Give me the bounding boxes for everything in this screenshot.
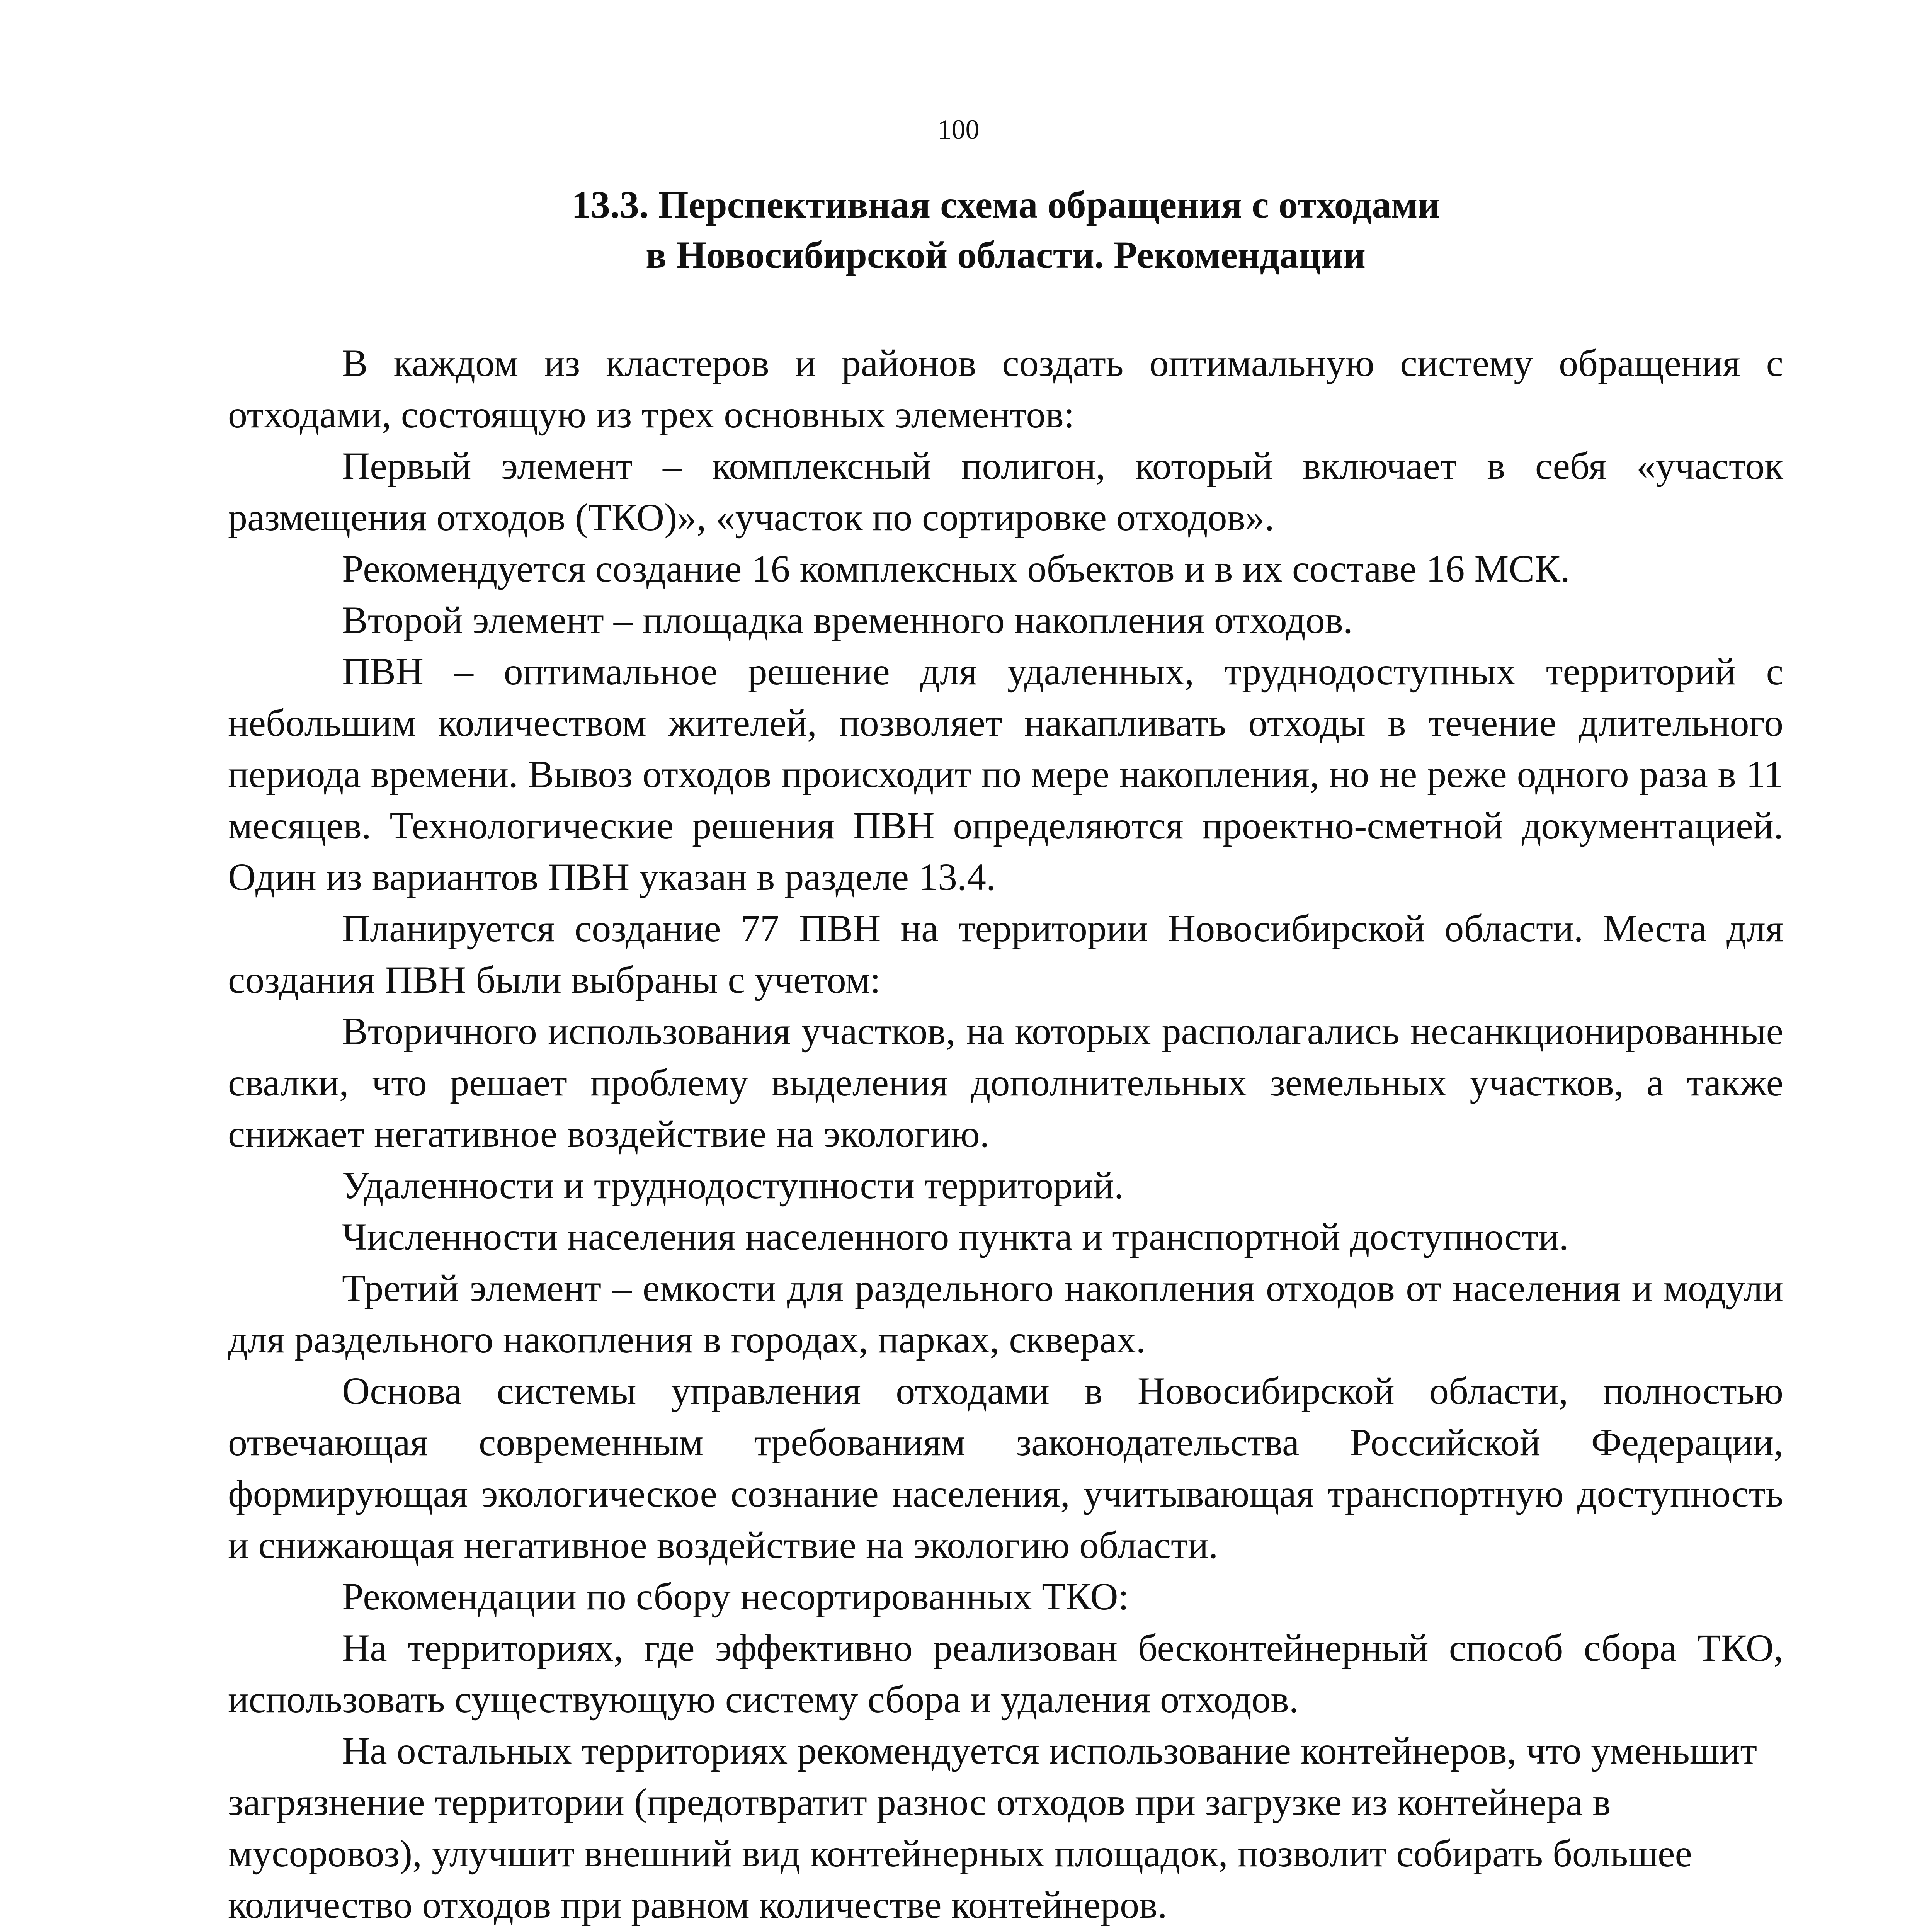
section-heading-line-2: в Новосибирской области. Рекомендации [646,233,1366,276]
paragraph-first-element: Первый элемент – комплексный полигон, который включает в себя «участок размещения отходов (ТКО)», «участок по сортировке отходов». [228,444,1783,539]
paragraph-population: Численности населения населенного пункта и транспортной доступности. [342,1215,1569,1258]
paragraph-clusters-system: В каждом из кластеров и районов создать оптимальную систему обращения с отходами, состоящую из трех основных элементов: [228,342,1783,436]
section-heading [228,180,1783,280]
paragraph-system-basis: Основа системы управления отходами в Новосибирской области, полностью отвечающая современным требованиям законодательства Российской Федерации, формирующая экологическое сознание населения, учитывающая транспортную доступность и снижающая негативное воздействие на экологию области. [228,1369,1783,1566]
paragraph-containers: На остальных территориях рекомендуется использование контейнеров, что уменьшит загрязнение территории (предотвратит разнос отходов при загрузке из контейнера в мусоровоз), улучшит внешний вид контейнерных площадок, позволит собирать большее количество отходов при равном количестве контейнеров. [228,1729,1757,1926]
paragraph-remoteness: Удаленности и труднодоступности территорий. [342,1164,1124,1207]
paragraph-third-element: Третий элемент – емкости для раздельного накопления отходов от населения и модули для раздельного накопления в городах, парках, скверах. [228,1267,1783,1361]
body-text [228,337,1783,1930]
paragraph-recommendations-heading: Рекомендации по сбору несортированных ТКО: [342,1575,1129,1618]
paragraph-secondary-use: Вторичного использования участков, на которых располагались несанкционированные свалки, что решает проблему выделения дополнительных земельных участков, а также снижает негативное воздействие на экологию. [228,1010,1783,1155]
section-heading-line-1: 13.3. Перспективная схема обращения с отходами [571,183,1440,226]
paragraph-second-element: Второй элемент – площадка временного накопления отходов. [342,599,1353,641]
page-number: 100 [937,114,980,145]
paragraph-containerless: На территориях, где эффективно реализован бесконтейнерный способ сбора ТКО, использовать существующую систему сбора и удаления отходов. [228,1626,1783,1721]
paragraph-recommended-objects: Рекомендуется создание 16 комплексных объектов и в их составе 16 МСК. [342,547,1570,590]
paragraph-pvn-planned: Планируется создание 77 ПВН на территории Новосибирской области. Места для создания ПВН были выбраны с учетом: [228,907,1783,1001]
paragraph-pvn-description: ПВН – оптимальное решение для удаленных, труднодоступных территорий с небольшим количеством жителей, позволяет накапливать отходы в течение длительного периода времени. Вывоз отходов происходит по мере накопления, но не реже одного раза в 11 месяцев. Технологические решения ПВН определяются проектно-сметной документацией. Один из вариантов ПВН указан в разделе 13.4. [228,650,1783,898]
